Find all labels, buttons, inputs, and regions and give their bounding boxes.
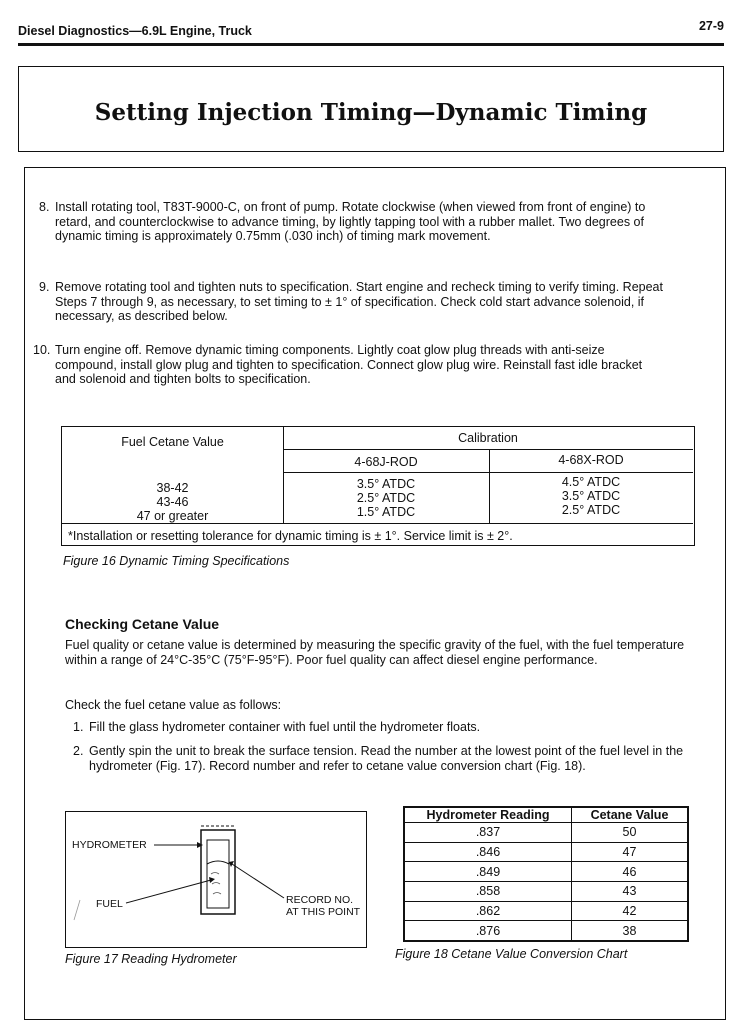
page-header <box>18 16 724 46</box>
fuel-label: FUEL <box>96 898 123 910</box>
substep-2 <box>73 744 685 773</box>
hydrometer-reading: .837 <box>405 823 572 843</box>
figure-17-caption: Figure 17 Reading Hydrometer <box>65 952 237 966</box>
figure-18-caption: Figure 18 Cetane Value Conversion Chart <box>395 947 628 961</box>
cetane-value-header: Cetane Value <box>572 808 688 823</box>
hydrometer-illustration <box>66 812 366 946</box>
step-number: 8. <box>39 200 50 214</box>
cetane-value: 50 <box>572 823 688 843</box>
step-10 <box>33 343 665 387</box>
step-8 <box>39 200 665 244</box>
cetane-conversion-table <box>403 806 689 942</box>
section-heading: Checking Cetane Value <box>65 616 220 632</box>
cetane-value: 38-42 <box>156 481 189 495</box>
step-text: Remove rotating tool and tighten nuts to specification. Start engine and recheck timing to verify timing. Repeat Steps 7 through 9, as necessary, to set timing to ± 1° of specification. Check cold start advance solenoid, if necessary, as described below. <box>55 280 663 323</box>
j-rod-values-column <box>283 477 489 519</box>
cetane-paragraph: Fuel quality or cetane value is determined by measuring the specific gravity of the fuel, with the fuel temperature within a range of 24°C-35°C (75°F-95°F). Poor fuel quality can affect diesel engine performance. <box>65 638 685 667</box>
x-rod-value: 4.5° ATDC <box>561 475 621 489</box>
cetane-value: 47 or greater <box>136 509 209 523</box>
step-number: 10. <box>33 343 51 357</box>
cetane-value: 43-46 <box>156 495 189 509</box>
cetane-value: 46 <box>572 862 688 882</box>
hydrometer-reading: .862 <box>405 901 572 921</box>
header-section-title: Diesel Diagnostics—6.9L Engine, Truck <box>18 24 252 38</box>
table-header-row <box>405 808 688 823</box>
check-intro: Check the fuel cetane value as follows: <box>65 698 282 712</box>
hydrometer-reading: .876 <box>405 921 572 941</box>
fuel-cetane-header: Fuel Cetane Value <box>121 435 224 449</box>
hydrometer-reading-header: Hydrometer Reading <box>405 808 572 823</box>
hydrometer-reading: .849 <box>405 862 572 882</box>
substep-number: 1. <box>73 720 84 734</box>
hydrometer-label: HYDROMETER <box>72 839 147 851</box>
table-row <box>405 881 688 901</box>
substep-1 <box>73 720 685 735</box>
page-title: Setting Injection Timing—Dynamic Timing <box>94 98 648 126</box>
table-row <box>405 921 688 941</box>
title-box <box>18 66 724 152</box>
j-rod-value: 3.5° ATDC <box>356 477 416 491</box>
cetane-value: 42 <box>572 901 688 921</box>
record-label <box>286 894 360 918</box>
table-row <box>405 842 688 862</box>
page-number: 27-9 <box>698 19 724 33</box>
hydrometer-figure <box>65 811 367 948</box>
calibration-header: Calibration <box>458 431 518 445</box>
step-text: Install rotating tool, T83T-9000-C, on front of pump. Rotate clockwise (when viewed from front of engine) to retard, and counterclockwise to advance timing, by lightly tapping tool with a rubber mallet. Two degrees of dynamic timing is approximately 0.75mm (.030 inch) of timing mark movement. <box>55 200 646 243</box>
table-row <box>405 823 688 843</box>
hydrometer-reading: .846 <box>405 842 572 862</box>
j-rod-value: 2.5° ATDC <box>356 491 416 505</box>
cetane-value: 43 <box>572 881 688 901</box>
figure-16-caption: Figure 16 Dynamic Timing Specifications <box>63 554 290 568</box>
x-rod-value: 2.5° ATDC <box>561 503 621 517</box>
cetane-value: 38 <box>572 921 688 941</box>
cetane-value: 47 <box>572 842 688 862</box>
j-rod-value: 1.5° ATDC <box>356 505 416 519</box>
substep-text: Fill the glass hydrometer container with fuel until the hydrometer floats. <box>89 720 481 734</box>
conversion-table-grid <box>404 807 688 941</box>
substep-number: 2. <box>73 744 84 758</box>
step-text: Turn engine off. Remove dynamic timing components. Lightly coat glow plug threads with anti-seize compound, install glow plug and tighten to specification. Connect glow plug wire. Reinstall fast idle bracket and solenoid and tighten bolts to specification. <box>55 343 643 386</box>
table-row <box>405 901 688 921</box>
x-rod-values-column <box>489 475 693 517</box>
cetane-values-column <box>62 481 283 523</box>
j-rod-header: 4-68J-ROD <box>354 455 418 469</box>
x-rod-value: 3.5° ATDC <box>561 489 621 503</box>
tolerance-note: *Installation or resetting tolerance for dynamic timing is ± 1°. Service limit is ± 2°. <box>68 529 513 543</box>
calibration-table <box>61 426 695 546</box>
step-9 <box>39 280 665 324</box>
step-number: 9. <box>39 280 50 294</box>
record-label-line-2: AT THIS POINT <box>286 906 361 918</box>
content-box <box>24 167 726 1020</box>
x-rod-header: 4-68X-ROD <box>558 453 624 467</box>
substep-text: Gently spin the unit to break the surface tension. Read the number at the lowest point of the fuel level in the hydrometer (Fig. 17). Record number and refer to cetane value conversion chart (Fig. 18). <box>89 744 684 773</box>
record-label-line-1: RECORD NO. <box>286 894 354 906</box>
hydrometer-reading: .858 <box>405 881 572 901</box>
table-row <box>405 862 688 882</box>
